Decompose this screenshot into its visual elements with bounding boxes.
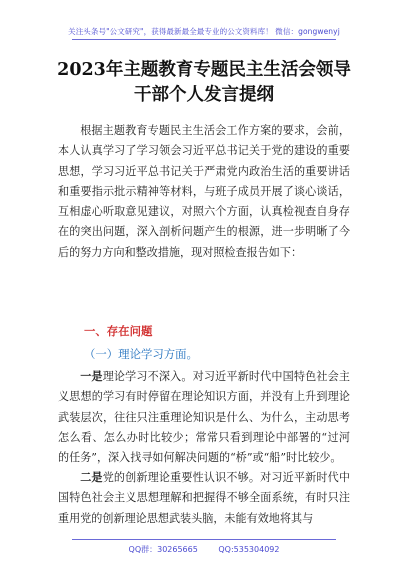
paragraph-point-two — [58, 468, 350, 529]
point-two-text: 党的创新理论重要性认识不够。对习近平新时代中国特色社会主义思想理解和把握得不够全面系统，有时只注重用党的创新理论思想武装头脑，未能有效地将其与 — [58, 471, 350, 525]
section-heading-problems: 一、存在问题 — [84, 324, 153, 338]
page-footer — [0, 544, 408, 555]
header-divider — [72, 39, 336, 40]
footer-divider — [72, 539, 336, 540]
point-two-lead: 二是 — [80, 471, 103, 484]
document-title: 2023年主题教育专题民主生活会领导干部个人发言提纲 — [57, 60, 351, 105]
sub-heading-theory-study: （一）理论学习方面。 — [84, 347, 198, 361]
point-one-lead: 一是 — [80, 370, 103, 383]
paragraph-point-one — [58, 367, 350, 468]
header-promo-text: 关注头条号"公文研究"，获得最新最全最专业的公文资料库！ 微信：gongwenyj — [68, 27, 340, 36]
intro-paragraph: 根据主题教育专题民主生活会工作方案的要求，会前，本人认真学习了学习领会习近平总书记关于党的建设的重要思想，学习习近平总书记关于严肃党内政治生活的重要讲话和重要指示批示精神等材料，与班子成员开展了谈心谈话，互相虚心听取意见建议，对照六个方面，认真检视查自身存在的突出问题，深入剖析问题产生的根源，进一步明晰了今后的努力方向和整改措施，现对照检查报告如下： — [58, 124, 350, 259]
page-header — [0, 0, 408, 40]
footer-qq: QQ:535304092 — [218, 545, 280, 554]
point-one-text: 理论学习不深入。对习近平新时代中国特色社会主义思想的学习有时停留在理论知识方面，并没有上升到理论武装层次，往往只注重理论知识是什么、为什么，主动思考怎么看、怎么办时比较少；常常只看到理论中部署的“过河的任务”，深入找寻如何解决问题的“桥”或“船”时比较少。 — [58, 370, 350, 465]
footer-qq-group: QQ群：30265665 — [128, 545, 198, 554]
